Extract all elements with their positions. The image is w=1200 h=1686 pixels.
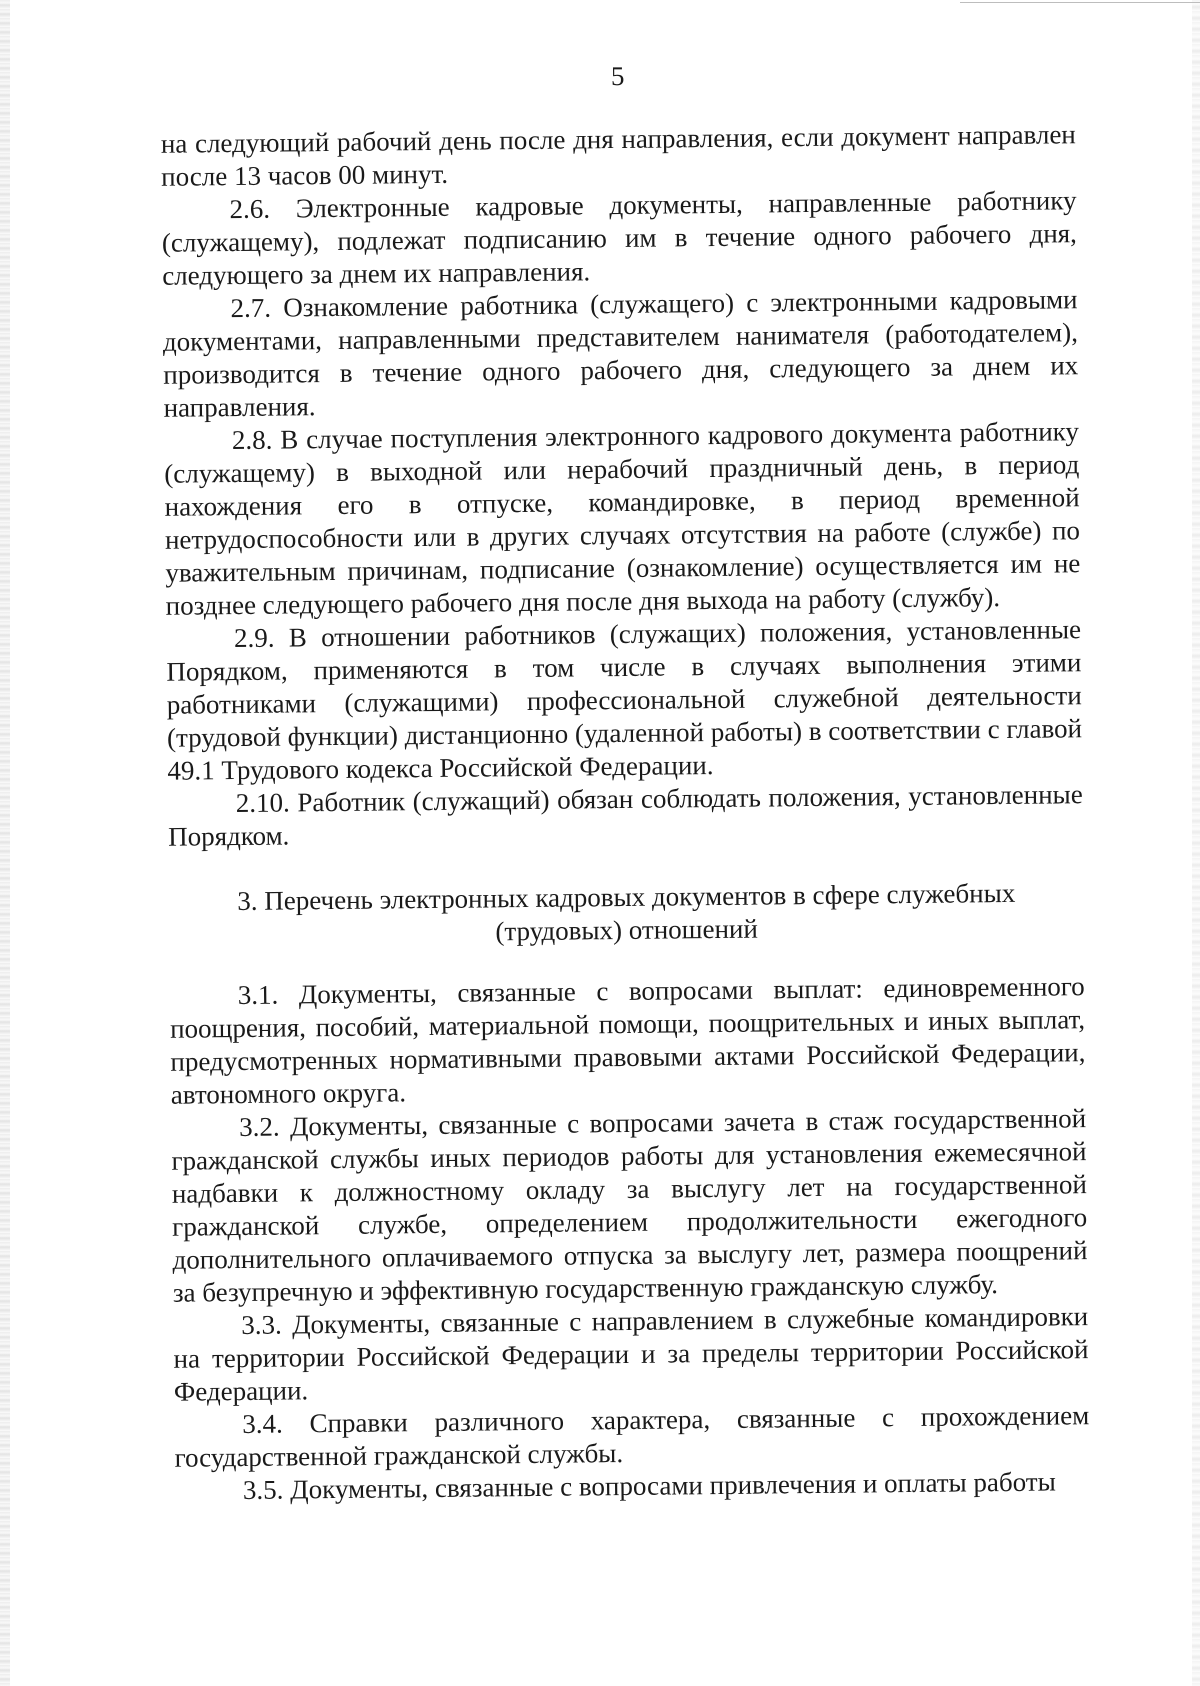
scan-edge-left	[0, 0, 10, 1686]
paragraph-2-7: 2.7. Ознакомление работника (служащего) с электронными кадровыми документами, направленными представителем нанимателя (работодателем), производится в течение одного рабочего дня, следующего за днем их направления.	[162, 284, 1079, 423]
scan-edge-right	[1192, 0, 1200, 1686]
paragraph-continuation: на следующий рабочий день после дня направления, если документ направлен после 13 часов 00 минут.	[160, 119, 1076, 192]
paragraph-3-3: 3.3. Документы, связанные с направлением в служебные командировки на территории Российской Федерации и за пределы территории Российской Федерации.	[173, 1301, 1089, 1407]
section-3-heading	[169, 876, 1085, 952]
scan-line-top	[960, 2, 1200, 3]
page-number: 5	[610, 60, 625, 92]
paragraph-2-8: 2.8. В случае поступления электронного кадрового документа работнику (служащему) в выходной или нерабочий праздничный день, в период нахождения его в отпуске, командировке, в период временной нетрудоспособности или в других случаях отсутствия на работе (службе) по уважительным причинам, подписание (ознакомление) осуществляется им не позднее следующего рабочего дня после дня выхода на работу (службу).	[164, 416, 1081, 621]
section-3-heading-line2: (трудовых) отношений	[495, 913, 758, 947]
document-page	[160, 55, 1090, 1508]
paragraph-2-6: 2.6. Электронные кадровые документы, направленные работнику (служащему), подлежат подписанию им в течение одного рабочего дня, следующего за днем их направления.	[161, 185, 1077, 291]
paragraph-3-5: 3.5. Документы, связанные с вопросами привлечения и оплаты работы	[242, 1466, 1056, 1505]
section-3-heading-line1: 3. Перечень электронных кадровых документов в сфере служебных	[237, 877, 1016, 917]
paragraph-3-2: 3.2. Документы, связанные с вопросами зачета в стаж государственной гражданской службы иных периодов работы для установления ежемесячной надбавки к должностному окладу за выслугу лет на государственной гражданской службе, определением продолжительности ежегодного дополнительного оплачиваемого отпуска за выслугу лет, размера поощрений за безупречную и эффективную государственную гражданскую службу.	[171, 1103, 1088, 1308]
paragraph-2-9: 2.9. В отношении работников (служащих) положения, установленные Порядком, применяются в том числе в случаях выполнения этими работниками (служащими) профессиональной служебной деятельности (трудовой функции) дистанционно (удаленной работы) в соответствии с главой 49.1 Трудового кодекса Российской Федерации.	[166, 614, 1083, 786]
paragraph-3-4: 3.4. Справки различного характера, связанные с прохождением государственной гражданской службы.	[174, 1400, 1090, 1473]
paragraph-3-1: 3.1. Документы, связанные с вопросами выплат: единовременного поощрения, пособий, материальной помощи, поощрительных и иных выплат, предусмотренных нормативными правовыми актами Российской Федерации, автономного округа.	[169, 971, 1086, 1110]
paragraph-2-10: 2.10. Работник (служащий) обязан соблюдать положения, установленные Порядком.	[167, 779, 1083, 852]
